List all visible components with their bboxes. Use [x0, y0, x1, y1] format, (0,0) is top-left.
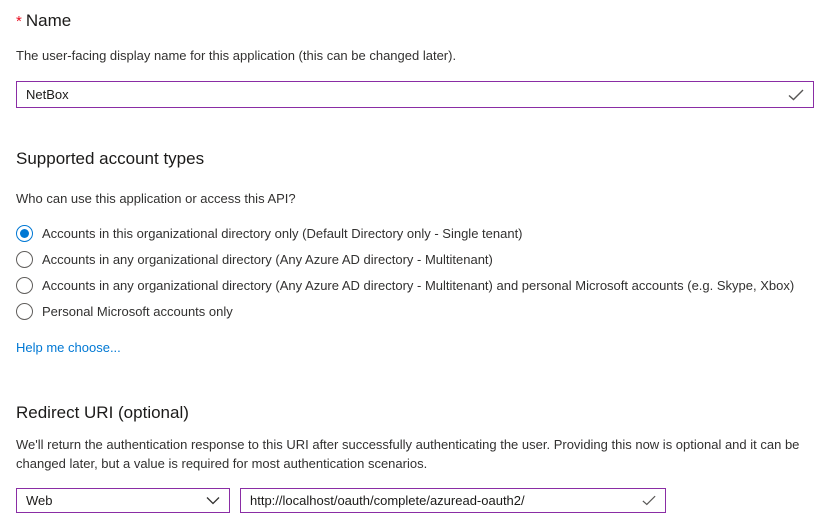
platform-select-value: Web — [26, 493, 53, 508]
name-title-text: Name — [25, 11, 72, 30]
redirect-uri-section-title: Redirect URI (optional) — [16, 403, 189, 422]
radio-button-icon[interactable] — [16, 277, 33, 294]
checkmark-icon — [788, 89, 804, 101]
app-registration-form — [0, 11, 829, 513]
radio-button-icon[interactable] — [16, 225, 33, 242]
checkmark-icon — [642, 495, 656, 506]
radio-option-label: Accounts in any organizational directory (Any Azure AD directory - Multitenant) and personal Microsoft accounts (e.g. Skype, Xbox) — [42, 277, 795, 293]
radio-option-multitenant-personal[interactable] — [16, 272, 814, 298]
radio-option-label: Accounts in this organizational directory only (Default Directory only - Single tenant) — [42, 225, 523, 241]
radio-option-label: Personal Microsoft accounts only — [42, 303, 233, 319]
name-input[interactable] — [16, 81, 814, 108]
name-input-value: NetBox — [26, 87, 69, 102]
radio-option-multitenant[interactable] — [16, 246, 814, 272]
redirect-uri-controls — [16, 488, 814, 513]
chevron-down-icon — [206, 496, 220, 505]
name-description: The user-facing display name for this application (this can be changed later). — [16, 48, 457, 63]
radio-button-icon[interactable] — [16, 251, 33, 268]
platform-select[interactable] — [16, 488, 230, 513]
radio-option-personal-only[interactable] — [16, 298, 814, 324]
redirect-uri-input-value: http://localhost/oauth/complete/azuread-oauth2/ — [250, 493, 525, 508]
radio-button-icon[interactable] — [16, 303, 33, 320]
radio-option-label: Accounts in any organizational directory (Any Azure AD directory - Multitenant) — [42, 251, 493, 267]
radio-option-single-tenant[interactable] — [16, 220, 814, 246]
name-section-title — [16, 11, 814, 32]
account-types-question: Who can use this application or access this API? — [16, 191, 296, 206]
redirect-uri-description: We'll return the authentication response to this URI after successfully authenticating the user. Providing this now is optional and it can be changed later, but a value is required for most authentication scenarios. — [16, 437, 800, 471]
account-types-section-title: Supported account types — [16, 149, 205, 168]
required-asterisk: * — [16, 13, 22, 30]
redirect-uri-input[interactable] — [240, 488, 666, 513]
account-types-radio-group — [16, 220, 814, 324]
help-me-choose-link[interactable]: Help me choose... — [16, 340, 121, 355]
